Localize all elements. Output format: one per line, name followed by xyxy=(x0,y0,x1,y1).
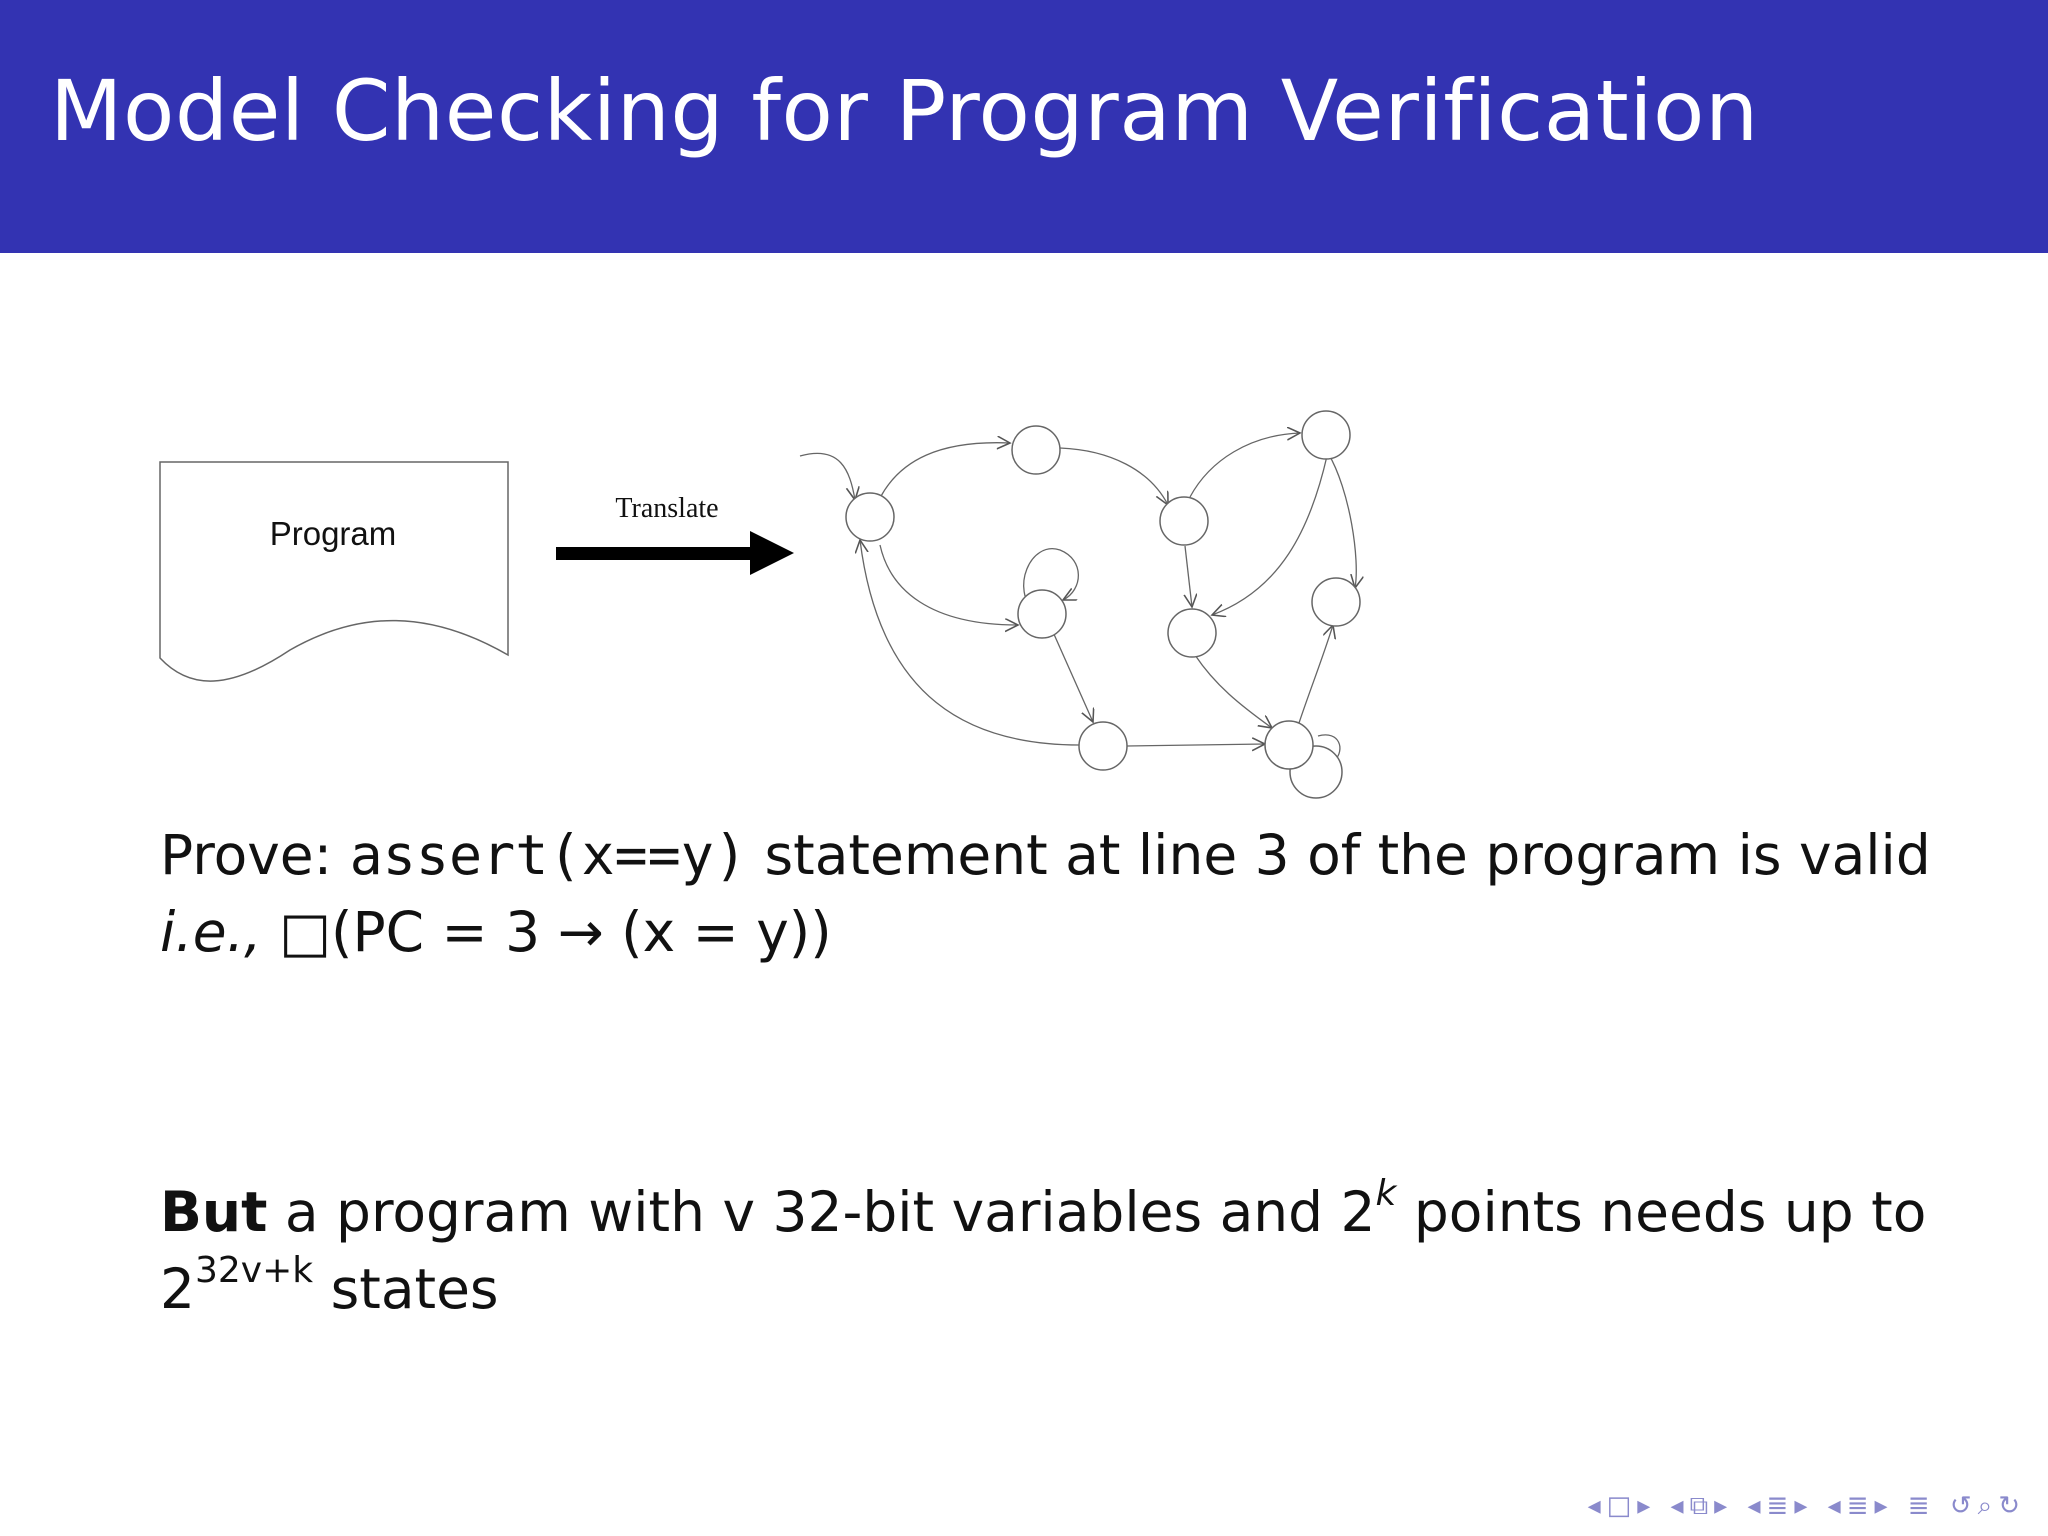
prove-prefix: Prove: xyxy=(160,823,350,887)
translate-label: Translate xyxy=(615,493,719,524)
assert-code: assert(x==y) xyxy=(349,823,748,887)
nav-align-icon[interactable]: ≣ xyxy=(1907,1491,1936,1521)
state-node xyxy=(1302,411,1350,459)
formula-line xyxy=(160,900,832,964)
translate-arrow-shaft xyxy=(556,547,756,560)
slide-title: Model Checking for Program Verification xyxy=(50,62,1759,160)
program-label: Program xyxy=(269,515,397,552)
states-line xyxy=(160,1250,499,1321)
states-sup: 32v+k xyxy=(195,1250,314,1291)
beamer-navigation xyxy=(1588,1491,2026,1522)
but-text2: points needs up to xyxy=(1396,1180,1927,1244)
ie-prefix: i.e., xyxy=(160,900,280,964)
but-bold: But xyxy=(160,1180,268,1244)
but-sup: k xyxy=(1375,1173,1397,1214)
nav-section-icon[interactable]: ◂≣▸ xyxy=(1747,1491,1814,1521)
nav-presentation-icon[interactable]: ◂≣▸ xyxy=(1827,1491,1894,1521)
nav-frame-icon[interactable]: ◂□▸ xyxy=(1587,1491,1657,1521)
state-node xyxy=(1018,590,1066,638)
state-node xyxy=(1312,578,1360,626)
prove-suffix: statement at line 3 of the program is valid xyxy=(747,823,1931,887)
prove-line xyxy=(160,823,1931,887)
nav-subsection-icon[interactable]: ◂⧉▸ xyxy=(1670,1491,1734,1521)
state-node xyxy=(1265,721,1313,769)
state-graph-edges xyxy=(800,433,1356,760)
states-base: 2 xyxy=(160,1257,195,1321)
state-node xyxy=(846,493,894,541)
translate-arrow-head xyxy=(750,531,794,575)
states-text: states xyxy=(313,1257,499,1321)
nav-search-icon[interactable]: ↺⌕↻ xyxy=(1949,1491,2026,1521)
state-node xyxy=(1160,497,1208,545)
state-node xyxy=(1079,722,1127,770)
ltl-formula: □(PC = 3 → (x = y)) xyxy=(279,900,832,964)
but-text: a program with v 32-bit variables and 2 xyxy=(267,1180,1376,1244)
program-document-shape xyxy=(160,462,508,681)
state-node xyxy=(1012,426,1060,474)
state-node xyxy=(1168,609,1216,657)
but-line xyxy=(160,1173,1927,1244)
